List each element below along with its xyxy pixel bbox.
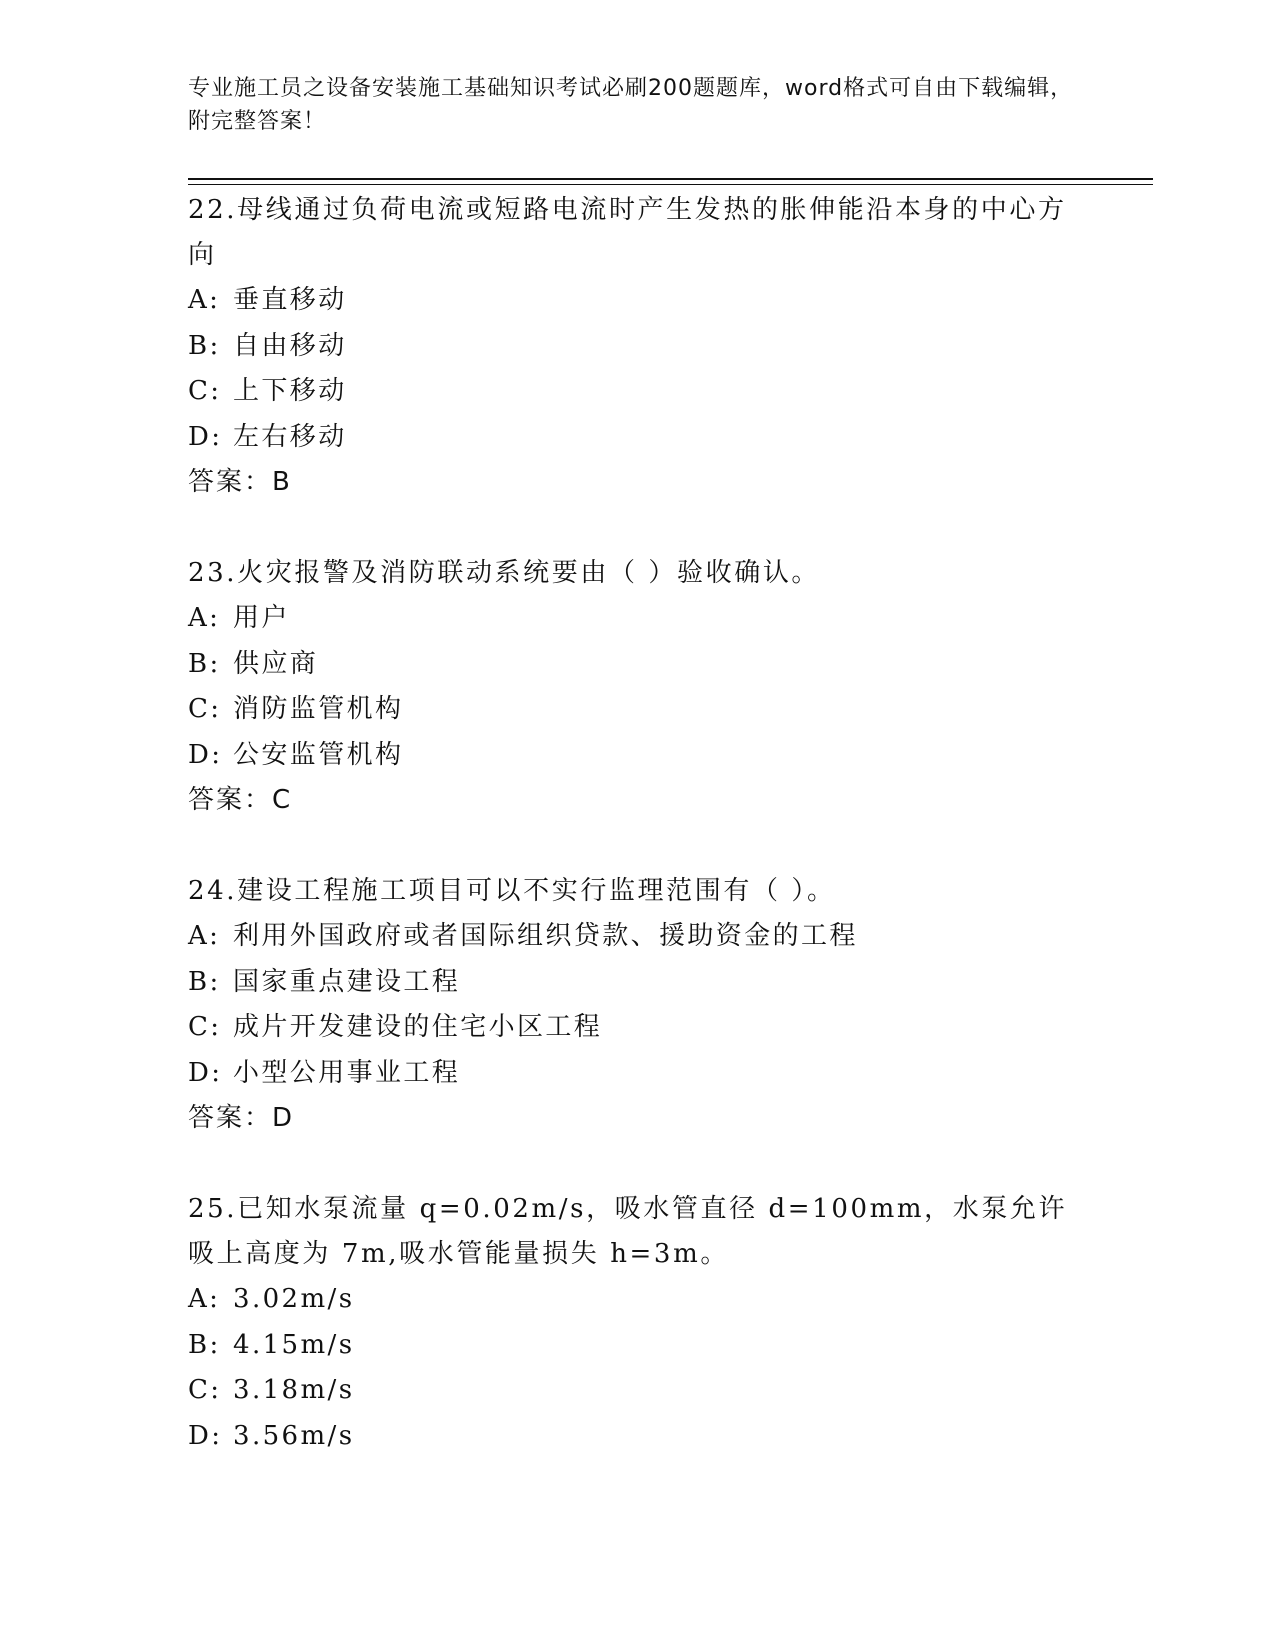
- option-d: [188, 1051, 1088, 1097]
- option-text: 用户: [233, 603, 290, 633]
- option-key: B:: [188, 330, 221, 361]
- option-key: C:: [188, 1375, 222, 1405]
- option-text: 供应商: [233, 648, 319, 679]
- answer-line: 答案：D: [188, 1103, 295, 1133]
- question-stem: 24.建设工程施工项目可以不实行监理范围有（ ）。: [188, 876, 836, 906]
- option-key: A:: [188, 285, 221, 315]
- option-text: 左右移动: [233, 421, 347, 452]
- option-key: B:: [188, 1329, 221, 1360]
- question-22: [188, 188, 1088, 505]
- question-24: [188, 869, 1088, 1141]
- option-key: D:: [188, 1057, 223, 1088]
- option-a: [188, 278, 1088, 324]
- option-text: 3.02m/s: [233, 1284, 355, 1314]
- option-a: [188, 914, 1088, 960]
- option-key: A:: [188, 1284, 221, 1314]
- option-key: B:: [188, 648, 221, 679]
- option-c: [188, 1368, 1088, 1414]
- option-text: 3.18m/s: [233, 1375, 355, 1405]
- header-divider-thick: [188, 178, 1153, 180]
- header-divider-thin: [188, 184, 1153, 185]
- option-b: [188, 642, 1088, 688]
- question-25: [188, 1187, 1088, 1459]
- option-key: A:: [188, 921, 221, 951]
- option-a: [188, 596, 1088, 642]
- option-b: [188, 324, 1088, 370]
- answer-line: 答案：C: [188, 785, 293, 815]
- option-text: 3.56m/s: [233, 1420, 355, 1451]
- option-key: C:: [188, 1012, 222, 1042]
- option-key: C:: [188, 376, 222, 406]
- option-key: D:: [188, 1420, 223, 1451]
- option-d: [188, 1414, 1088, 1460]
- question-23: [188, 551, 1088, 823]
- question-stem: 22.母线通过负荷电流或短路电流时产生发热的胀伸能沿本身的中心方向: [188, 195, 1067, 270]
- option-text: 消防监管机构: [233, 694, 404, 724]
- option-text: 国家重点建设工程: [233, 966, 461, 997]
- option-text: 成片开发建设的住宅小区工程: [233, 1012, 603, 1042]
- question-stem: 23.火灾报警及消防联动系统要由（ ）验收确认。: [188, 558, 821, 588]
- option-text: 公安监管机构: [233, 739, 404, 770]
- option-key: B:: [188, 966, 221, 997]
- option-key: C:: [188, 694, 222, 724]
- option-key: A:: [188, 603, 221, 633]
- document-header-title: 专业施工员之设备安装施工基础知识考试必刷200题题库，word格式可自由下载编辑，附完整答案！: [188, 76, 1074, 134]
- option-d: [188, 733, 1088, 779]
- option-a: [188, 1277, 1088, 1323]
- option-key: D:: [188, 739, 223, 770]
- option-b: [188, 960, 1088, 1006]
- option-key: D:: [188, 421, 223, 452]
- option-b: [188, 1323, 1088, 1369]
- option-c: [188, 1005, 1088, 1051]
- option-text: 小型公用事业工程: [233, 1057, 461, 1088]
- option-d: [188, 415, 1088, 461]
- question-list: [188, 188, 1088, 1505]
- question-stem: 25.已知水泵流量 q=0.02m/s，吸水管直径 d=100mm，水泵允许吸上高度为 7m,吸水管能量损失 h=3m。: [188, 1194, 1068, 1269]
- option-text: 上下移动: [233, 376, 347, 406]
- option-c: [188, 687, 1088, 733]
- option-text: 利用外国政府或者国际组织贷款、援助资金的工程: [233, 921, 858, 951]
- answer-line: 答案：B: [188, 467, 292, 497]
- option-text: 自由移动: [233, 330, 347, 361]
- option-text: 4.15m/s: [233, 1329, 355, 1360]
- option-c: [188, 369, 1088, 415]
- option-text: 垂直移动: [233, 285, 347, 315]
